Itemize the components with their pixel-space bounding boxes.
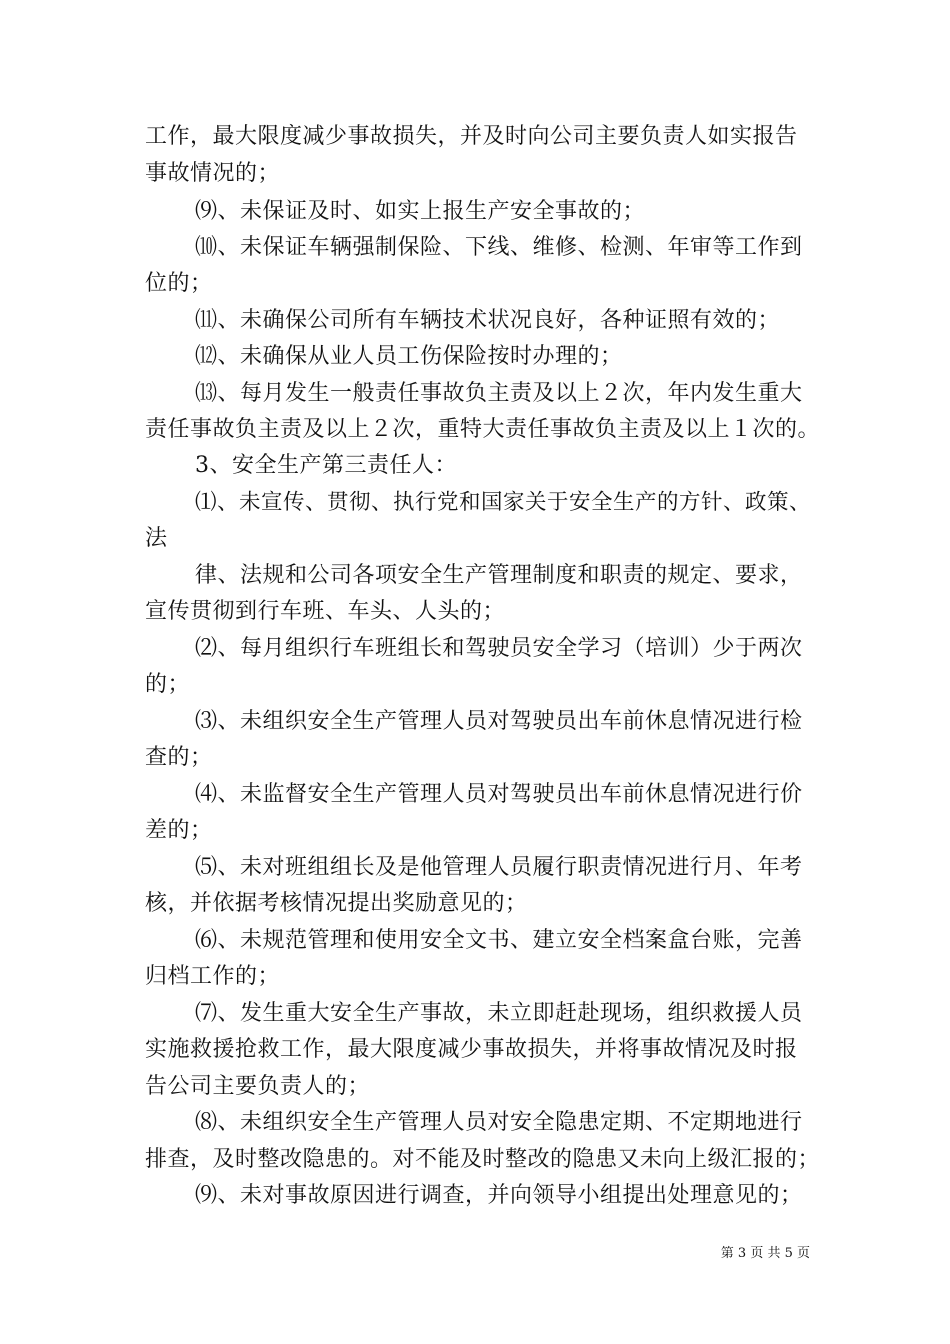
text-line: ⑾、未确保公司所有车辆技术状况良好，各种证照有效的； (195, 308, 781, 333)
text-line: 位的； (145, 271, 213, 296)
text-line: ⑵、每月组织行车班组长和驾驶员安全学习（培训）少于两次 (195, 636, 803, 661)
text-line: ⑶、未组织安全生产管理人员对驾驶员出车前休息情况进行检 (195, 709, 803, 734)
text-line: ⑽、未保证车辆强制保险、下线、维修、检测、年审等工作到 (195, 235, 803, 260)
text-line: 的； (145, 672, 191, 697)
text-line: ⑹、未规范管理和使用安全文书、建立安全档案盒台账，完善 (195, 928, 803, 953)
text-line: 法 (145, 526, 168, 551)
text-line: 差的； (145, 818, 213, 843)
page-number-footer: 第 3 页 共 5 页 (720, 1246, 810, 1261)
text-line: 事故情况的； (145, 161, 281, 186)
text-line: ⑴、未宣传、贯彻、执行党和国家关于安全生产的方针、政策、 (195, 490, 812, 515)
text-line: ⒀、每月发生一般责任事故负主责及以上２次，年内发生重大 (195, 381, 803, 406)
text-line: 归档工作的； (145, 964, 281, 989)
text-line: 责任事故负主责及以上２次，重特大责任事故负主责及以上１次的。 (145, 417, 821, 442)
text-line: ⑷、未监督安全生产管理人员对驾驶员出车前休息情况进行价 (195, 782, 803, 807)
text-line: 3、安全生产第三责任人： (195, 453, 457, 478)
text-line: 工作，最大限度减少事故损失，并及时向公司主要负责人如实报告 (145, 124, 798, 149)
text-line: 告公司主要负责人的； (145, 1074, 371, 1099)
text-line: ⑼、未对事故原因进行调查，并向领导小组提出处理意见的； (195, 1183, 803, 1208)
text-line: 查的； (145, 745, 213, 770)
text-line: ⑺、发生重大安全生产事故，未立即赶赴现场，组织救援人员 (195, 1001, 803, 1026)
text-line: ⑼、未保证及时、如实上报生产安全事故的； (195, 199, 646, 224)
text-line: ⑿、未确保从业人员工伤保险按时办理的； (195, 344, 623, 369)
text-line: 律、法规和公司各项安全生产管理制度和职责的规定、要求， (195, 563, 803, 588)
text-line: 宣传贯彻到行车班、车头、人头的； (145, 599, 506, 624)
text-line: ⑻、未组织安全生产管理人员对安全隐患定期、不定期地进行 (195, 1110, 803, 1135)
text-line: 排查，及时整改隐患的。对不能及时整改的隐患又未向上级汇报的； (145, 1147, 821, 1172)
text-line: 实施救援抢救工作，最大限度减少事故损失，并将事故情况及时报 (145, 1037, 798, 1062)
text-line: ⑸、未对班组组长及是他管理人员履行职责情况进行月、年考 (195, 855, 803, 880)
text-line: 核，并依据考核情况提出奖励意见的； (145, 891, 528, 916)
